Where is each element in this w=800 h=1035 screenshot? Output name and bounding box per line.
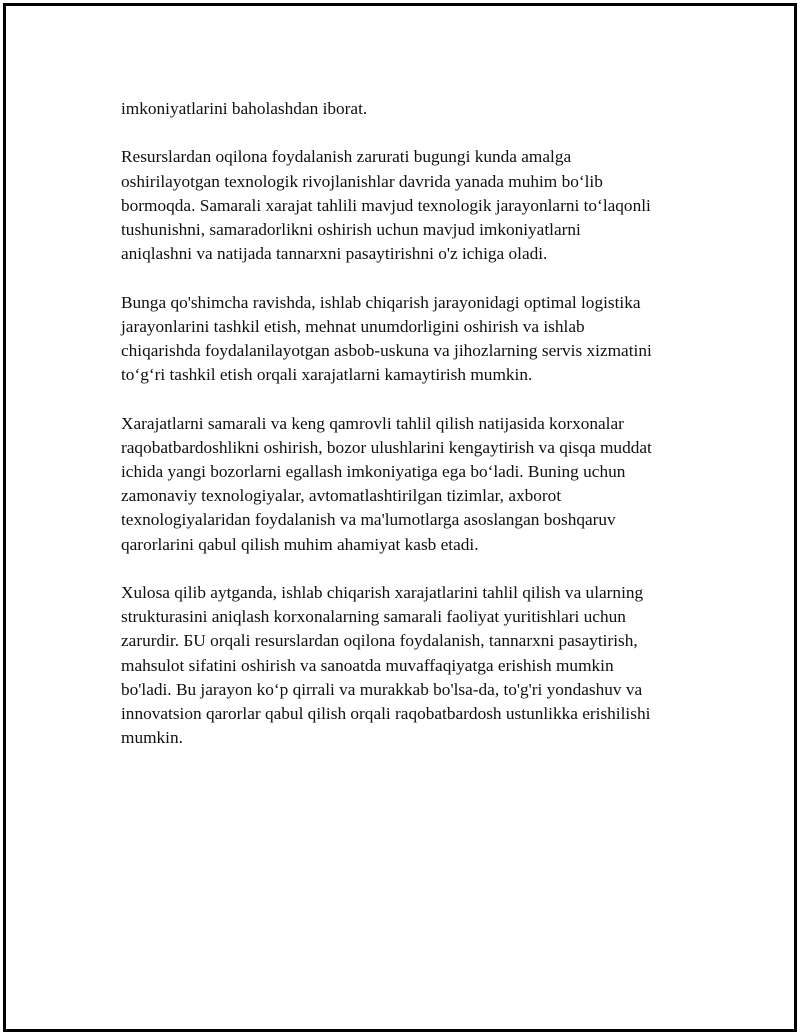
text-line: zamonaviy texnologiyalar, avtomatlashtirilgan tizimlar, axborot bbox=[121, 486, 562, 506]
text-line: imkoniyatlarini baholashdan iborat. bbox=[121, 99, 368, 118]
text-line: raqobatbardoshlikni oshirish, bozor ulushlarini kengaytirish va qisqa muddat bbox=[121, 437, 652, 457]
paragraph-3 bbox=[121, 291, 701, 388]
document-body bbox=[121, 97, 701, 775]
paragraph-5 bbox=[121, 581, 701, 750]
text-line: strukturasini aniqlash korxonalarning samarali faoliyat yuritishlari uchun bbox=[121, 607, 626, 627]
paragraph-2 bbox=[121, 145, 701, 266]
text-line: jarayonlarini tashkil etish, mehnat unumdorligini oshirish va ishlab bbox=[121, 316, 585, 336]
text-line: bo'ladi. Bu jarayon koʻp qirrali va murakkab bo'lsa-da, to'g'ri yondashuv va bbox=[121, 679, 643, 699]
text-line: texnologiyalaridan foydalanish va ma'lumotlarga asoslangan boshqaruv bbox=[121, 510, 616, 530]
text-line: chiqarishda foydalanilayotgan asbob-uskuna va jihozlarning servis xizmatini bbox=[121, 341, 652, 360]
paragraph-1 bbox=[121, 97, 701, 121]
text-line: Bunga qo'shimcha ravishda, ishlab chiqarish jarayonidagi optimal logistika bbox=[121, 292, 641, 312]
text-line: tushunishni, samaradorlikni oshirish uchun mavjud imkoniyatlarni bbox=[121, 220, 581, 239]
text-line: mumkin. bbox=[121, 728, 183, 748]
text-line: toʻgʻri tashkil etish orqali xarajatlarni kamaytirish mumkin. bbox=[121, 365, 533, 385]
text-line: Resurslardan oqilona foydalanish zarurati bugungi kunda amalga bbox=[121, 147, 572, 167]
text-line: qarorlarini qabul qilish muhim ahamiyat kasb etadi. bbox=[121, 534, 479, 554]
text-line: Xulosa qilib aytganda, ishlab chiqarish xarajatlarini tahlil qilish va ularning bbox=[121, 583, 644, 602]
text-line: oshirilayotgan texnologik rivojlanishlar davrida yanada muhim boʻlib bbox=[121, 171, 603, 191]
text-line: ichida yangi bozorlarni egallash imkoniyatiga ega boʻladi. Buning uchun bbox=[121, 462, 626, 481]
document-page bbox=[3, 3, 797, 1032]
paragraph-4 bbox=[121, 412, 701, 557]
text-line: innovatsion qarorlar qabul qilish orqali raqobatbardosh ustunlikka erishilishi bbox=[121, 704, 651, 724]
text-line: zarurdir. БU orqali resurslardan oqilona foydalanish, tannarxni pasaytirish, bbox=[121, 631, 638, 651]
text-line: mahsulot sifatini oshirish va sanoatda muvaffaqiyatga erishish mumkin bbox=[121, 655, 614, 675]
text-line: Xarajatlarni samarali va keng qamrovli tahlil qilish natijasida korxonalar bbox=[121, 413, 624, 433]
text-line: aniqlashni va natijada tannarxni pasaytirishni o'z ichiga oladi. bbox=[121, 244, 548, 264]
text-line: bormoqda. Samarali xarajat tahlili mavjud texnologik jarayonlarni toʻlaqonli bbox=[121, 195, 651, 215]
